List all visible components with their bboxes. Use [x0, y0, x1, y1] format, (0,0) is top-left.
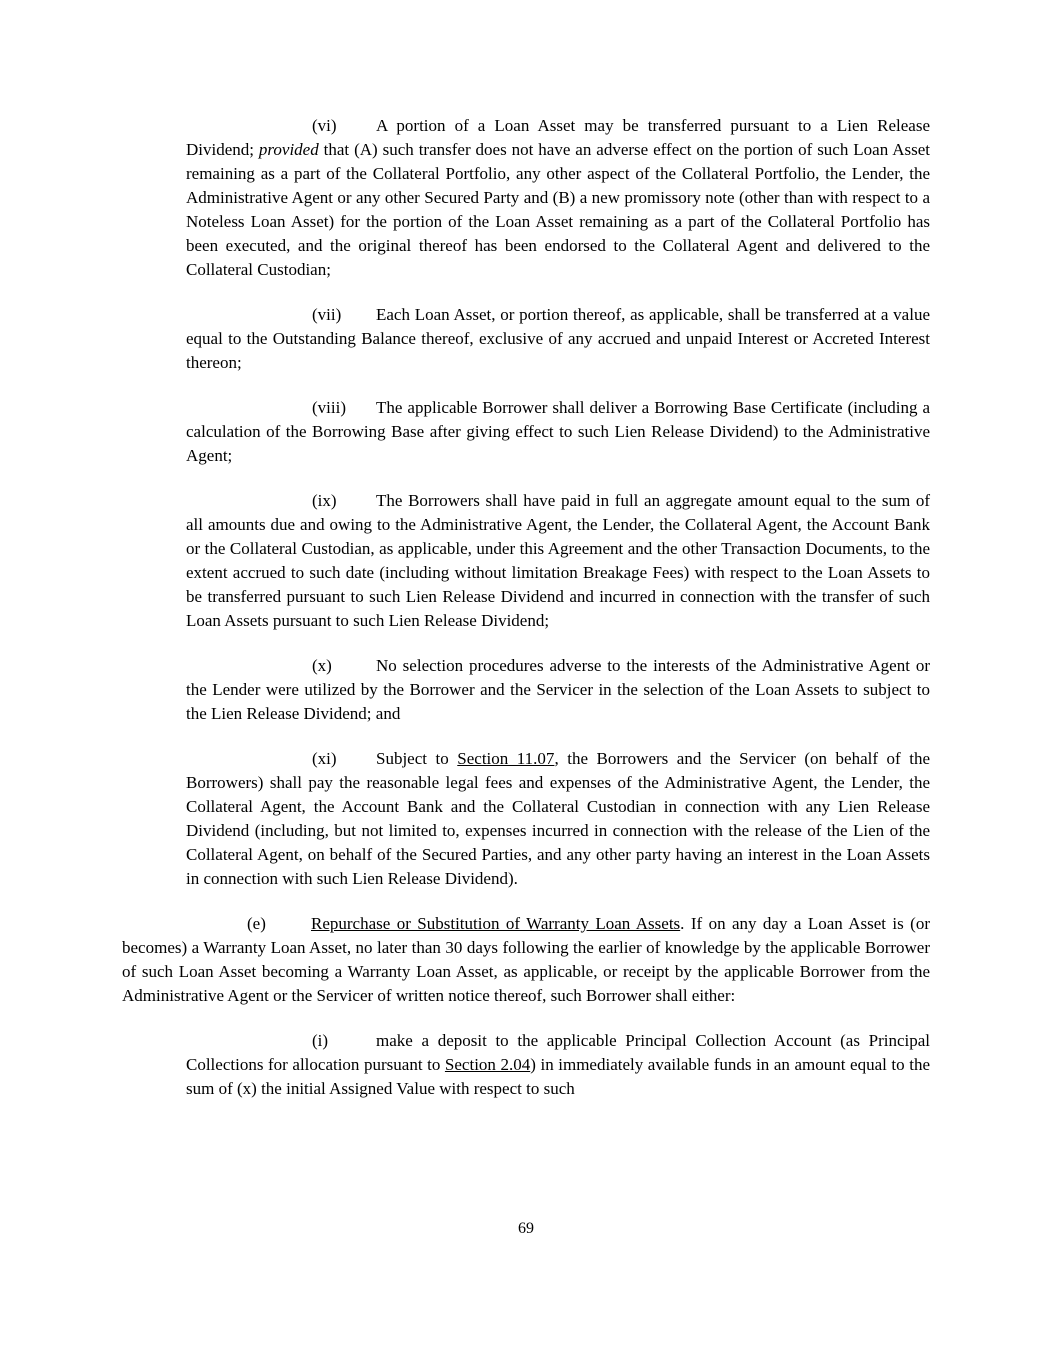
- clause-x: [186, 654, 930, 726]
- clause-vi-text: A portion of a Loan Asset may be transferred pursuant to a Lien Release Dividend;: [186, 116, 930, 159]
- clause-xi-marker: (xi): [312, 749, 337, 768]
- clause-ix: [186, 489, 930, 633]
- clause-i-text: ) in immediately available funds in an amount equal to the sum of (x) the initial Assigned Value with respect to such: [186, 1055, 930, 1098]
- clause-xi-text: , the Borrowers and the Servicer (on behalf of the Borrowers) shall pay the reasonable legal fees and expenses of the Administrative Agent, the Lender, the Collateral Agent, the Account Bank and the Collateral Custodian in connection with any Lien Release Dividend (including, but not limited to, expenses incurred in connection with the release of the Lien of the Collateral Agent, on behalf of the Secured Parties, and any other party having an interest in the Loan Assets in connection with such Lien Release Dividend).: [186, 749, 931, 888]
- clause-xi-text: Subject to: [376, 749, 458, 768]
- clause-ix-marker: (ix): [312, 491, 337, 510]
- clause-e-marker: (e): [247, 914, 266, 933]
- clause-vi-text-italic: provided: [258, 140, 319, 159]
- page-number: 69: [518, 1220, 534, 1237]
- clause-ix-text: The Borrowers shall have paid in full an aggregate amount equal to the sum of all amounts due and owing to the Administrative Agent, the Lender, the Collateral Agent, the Account Bank or the Collateral Custodian, as applicable, under this Agreement and the other Transaction Documents, to the extent accrued to such date (including without limitation Breakage Fees) with respect to the Loan Assets to be transferred pursuant to such Lien Release Dividend and incurred in connection with the transfer of such Loan Assets pursuant to such Lien Release Dividend;: [186, 491, 930, 630]
- clause-x-text: No selection procedures adverse to the interests of the Administrative Agent or the Lender were utilized by the Borrower and the Servicer in the selection of the Loan Assets to subject to the Lien Release Dividend; and: [186, 656, 930, 723]
- clause-i-marker: (i): [312, 1031, 329, 1050]
- clause-viii-marker: (viii): [312, 398, 346, 417]
- clause-xi: [186, 747, 930, 891]
- section-2-04-reference: Section 2.04: [444, 1055, 531, 1074]
- clause-vi-text: that (A) such transfer does not have an adverse effect on the portion of such Loan Asset remaining as a part of the Collateral Portfolio, any other aspect of the Collateral Portfolio, the Lender, the Administrative Agent or any other Secured Party and (B) a new promissory note (other than with respect to a Noteless Loan Asset) for the portion of the Loan Asset remaining as a part of the Collateral Portfolio has been executed, and the original thereof has been endorsed to the Collateral Agent and delivered to the Collateral Custodian;: [186, 140, 930, 279]
- clause-viii-text: The applicable Borrower shall deliver a Borrowing Base Certificate (including a calculation of the Borrowing Base after giving effect to such Lien Release Dividend) to the Administrative Agent;: [186, 398, 930, 465]
- section-11-07-reference: Section 11.07: [457, 749, 555, 768]
- clause-e: [122, 912, 930, 1008]
- clause-vii: [186, 303, 930, 375]
- clause-e-text: . If on any day a Loan Asset is (or becomes) a Warranty Loan Asset, no later than 30 days following the earlier of knowledge by the applicable Borrower of such Loan Asset becoming a Warranty Loan Asset, as applicable, or receipt by the applicable Borrower from the Administrative Agent or the Servicer of written notice thereof, such Borrower shall either:: [122, 914, 931, 1005]
- clause-e-heading: Repurchase or Substitution of Warranty Loan Assets: [311, 914, 681, 933]
- clause-viii: [186, 396, 930, 468]
- clause-i-text: make a deposit to the applicable Principal Collection Account (as Principal Collections for allocation pursuant to: [186, 1031, 930, 1074]
- clause-vi: [186, 114, 930, 282]
- clause-x-marker: (x): [312, 656, 332, 675]
- clause-vii-marker: (vii): [312, 305, 342, 324]
- clause-i: [186, 1029, 930, 1101]
- clause-vii-text: Each Loan Asset, or portion thereof, as applicable, shall be transferred at a value equal to the Outstanding Balance thereof, exclusive of any accrued and unpaid Interest or Accreted Interest thereon;: [186, 305, 930, 372]
- clause-vi-marker: (vi): [312, 116, 337, 135]
